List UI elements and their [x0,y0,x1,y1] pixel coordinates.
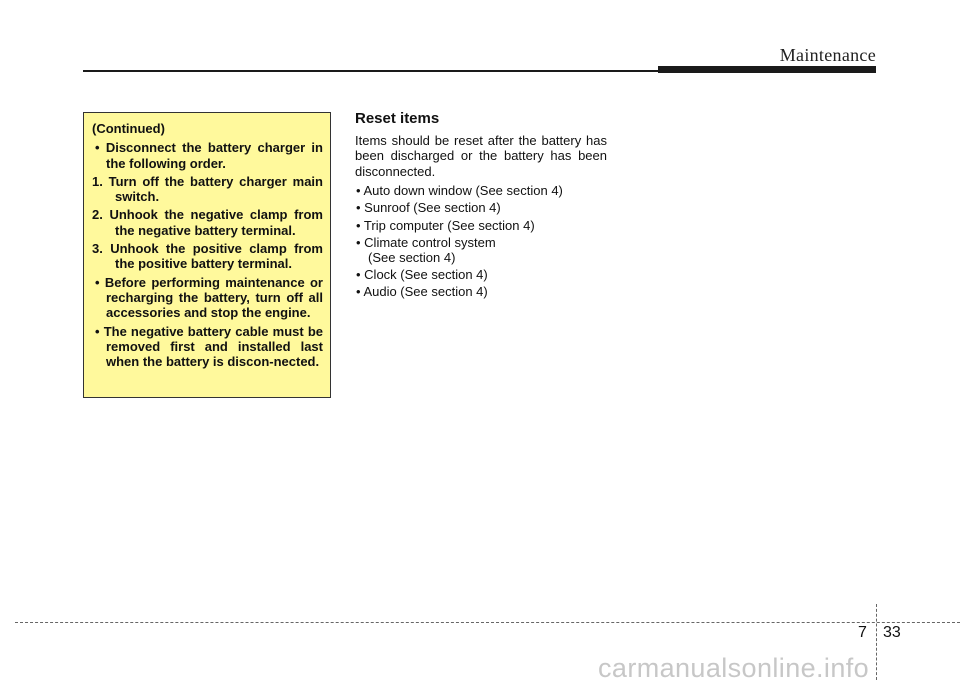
caution-item [92,207,323,238]
caution-marker: 1. [92,173,103,189]
page-number-divider [876,604,877,680]
caution-text: Before performing maintenance or recharging the battery, turn off all accessories and stop the engine. [104,274,323,321]
reset-items-section [355,111,607,302]
continued-label: (Continued) [92,121,165,136]
list-item: • Auto down window (See section 4) [356,183,563,199]
caution-item [92,275,323,321]
caution-text: The negative battery cable must be removed first and installed last when the battery is discon-nected. [103,323,323,370]
list-item: • Clock (See section 4) [356,267,488,283]
chapter-number: 7 [858,624,867,641]
list-item: • Sunroof (See section 4) [356,200,501,216]
intro-paragraph: Items should be reset after the battery has been discharged or the battery has been disconnected. [355,132,607,179]
caution-box [83,112,331,398]
section-title: Maintenance [779,45,876,65]
caution-item [92,324,323,370]
caution-marker: 2. [92,207,103,223]
caution-item [92,241,323,272]
section-heading: Reset items [355,110,440,127]
caution-marker: 3. [92,241,103,257]
caution-item [92,140,323,171]
list-item: • Audio (See section 4) [356,284,488,300]
list-item: • Trip computer (See section 4) [356,217,535,233]
caution-marker: • [95,323,100,339]
caution-text: Unhook the negative clamp from the negative battery terminal. [109,207,323,238]
watermark: carmanualsonline.info [598,653,870,683]
caution-item [92,174,323,205]
caution-marker: • [95,140,100,156]
list-item: • Climate control system (See section 4) [356,234,496,266]
caution-marker: • [95,274,100,290]
caution-text: Unhook the positive clamp from the positive battery terminal. [110,241,323,272]
header-rule [83,70,661,72]
header-rule-thick [658,66,876,73]
caution-text: Disconnect the battery charger in the following order. [105,140,323,171]
caution-text: Turn off the battery charger main switch. [108,173,323,205]
footer-rule [15,622,960,623]
reset-items-list [355,183,607,300]
page-number: 33 [883,624,901,641]
